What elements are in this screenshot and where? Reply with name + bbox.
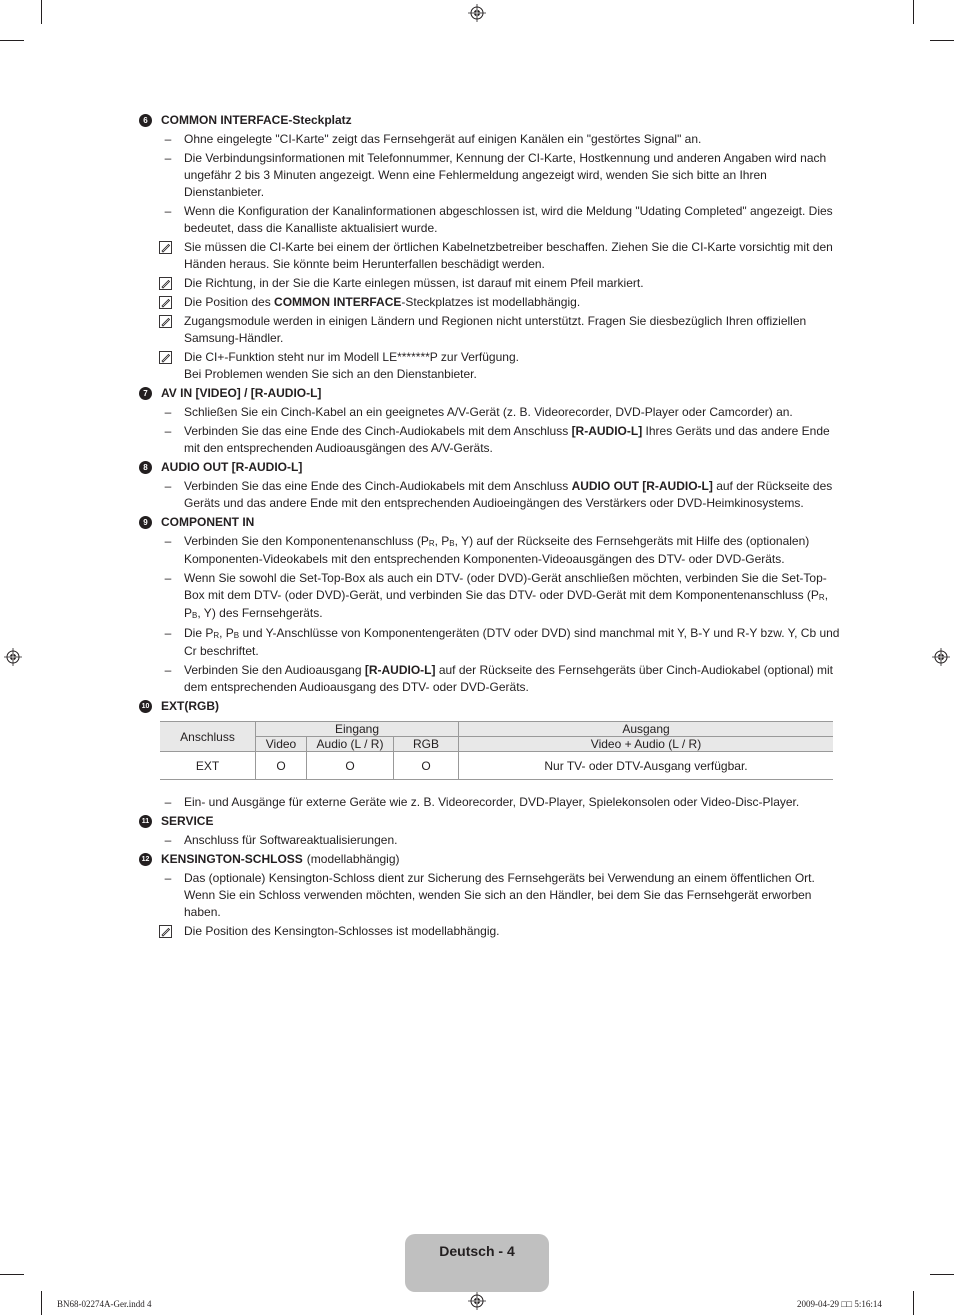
section-title: KENSINGTON-SCHLOSS <box>161 852 303 866</box>
section-number-badge: 12 <box>139 853 152 866</box>
crop-mark <box>930 1274 954 1275</box>
subscript: R <box>818 593 825 602</box>
ext-connection-table <box>160 721 833 780</box>
list-item <box>138 870 842 921</box>
list-item <box>138 203 842 237</box>
table-header-cell: RGB <box>394 737 459 752</box>
dash-bullet: – <box>164 833 172 847</box>
table-header-cell: Anschluss <box>160 722 256 752</box>
crop-mark <box>0 1274 24 1275</box>
page-label: Deutsch - 4 <box>439 1243 515 1259</box>
item-text: Sie müssen die CI-Karte bei einem der örtlichen Kabelnetzbetreiber beschaffen. Ziehen Sie die CI-Karte vorsichtig mit den Händen heraus. Sie könnte beim Herunterfallen beschädigt werden. <box>184 240 833 271</box>
item-text: Die Verbindungsinformationen mit Telefonnummer, Kennung der CI-Karte, Hostkennung und anderen Angaben wird nach ungefähr 2 bis 3 Minuten angezeigt. Wenn eine Fehlermeldung angezeigt wird, wenden Sie sich bitte an Ihren Dienstanbieter. <box>184 151 827 199</box>
table-header-cell: Ausgang <box>459 722 834 737</box>
list-item <box>138 150 842 201</box>
item-text: Das (optionale) Kensington-Schloss dient zur Sicherung des Fernsehgeräts bei Verwendung an einem öffentlichen Ort. Wenn Sie ein Schloss verwenden möchten, wenden Sie sich an den Händler, bei dem Sie das Fernsehgerät erworben haben. <box>184 871 815 919</box>
list-item <box>138 533 842 568</box>
page-number-tab <box>405 1234 549 1292</box>
table-header-cell: Video <box>256 737 307 752</box>
item-text-post: auf der Rückseite des Fernsehgeräts über Cinch-Audiokabel (optional) mit dem entsprechenden Audioausgang des DTV- oder DVD-Geräts. <box>184 663 834 694</box>
subscript: B <box>233 631 240 640</box>
note-icon <box>159 315 172 328</box>
item-text-pre: Verbinden Sie das eine Ende des Cinch-Audiokabels mit dem Anschluss <box>184 424 572 438</box>
item-text-post: und Y-Anschlüsse von Komponentengeräten (DTV oder DVD) sind manchmal mit Y, B-Y und R-Y bzw. Y, Cb und Cr beschriftet. <box>184 626 840 658</box>
subscript: B <box>192 611 198 620</box>
section-heading <box>138 112 842 129</box>
item-text: Die Richtung, in der Sie die Karte einlegen müssen, ist darauf mit einem Pfeil markiert. <box>184 276 644 290</box>
item-text-bold: AUDIO OUT [R-AUDIO-L] <box>571 479 713 493</box>
list-item <box>138 478 842 512</box>
crop-mark <box>0 40 24 41</box>
section-title: SERVICE <box>161 814 214 828</box>
dash-bullet: – <box>164 479 172 493</box>
dash-bullet: – <box>164 132 172 146</box>
note-icon <box>159 925 172 938</box>
item-text-pre: Wenn Sie sowohl die Set-Top-Box als auch ein DTV- (oder DVD)-Gerät anschließen möchten, verbinden Sie die Set-Top-Box mit dem DTV- (oder DVD)-Gerät, und verbinden Sie das DTV- oder DVD-Gerät mit dem Komponentenanschluss (P <box>184 571 827 602</box>
note-item <box>138 923 842 940</box>
list-item <box>138 794 842 811</box>
dash-bullet: – <box>164 571 172 585</box>
item-text: Die CI+-Funktion steht nur im Modell LE*******P zur Verfügung. <box>184 350 519 364</box>
item-text-bold: [R-AUDIO-L] <box>364 663 436 677</box>
table-cell: O <box>394 752 459 780</box>
note-item <box>138 239 842 273</box>
section-number-badge: 11 <box>139 815 152 828</box>
table-header-cell: Audio (L / R) <box>307 737 394 752</box>
section-heading <box>138 698 842 715</box>
section-number-badge: 7 <box>139 387 152 400</box>
crop-mark <box>41 0 42 24</box>
item-text-pre: Die P <box>184 626 214 640</box>
section-title: AUDIO OUT [R-AUDIO-L] <box>161 460 303 474</box>
dash-bullet: – <box>164 626 172 640</box>
item-text-post: , Y) des Fernsehgeräts. <box>197 606 323 620</box>
dash-bullet: – <box>164 405 172 419</box>
section-number-badge: 8 <box>139 461 152 474</box>
table-cell: Nur TV- oder DTV-Ausgang verfügbar. <box>459 752 834 780</box>
table-cell: O <box>307 752 394 780</box>
item-text-post: -Steckplatzes ist modellabhängig. <box>401 295 581 309</box>
table-header-cell: Video + Audio (L / R) <box>459 737 834 752</box>
section-title-note: (modellabhängig) <box>306 852 400 866</box>
item-text-pre: Die Position des <box>184 295 275 309</box>
crop-mark <box>913 0 914 24</box>
section-heading <box>138 459 842 476</box>
print-slug-date: 2009-04-29 □□ 5:16:14 <box>797 1299 882 1309</box>
list-item <box>138 662 842 696</box>
dash-bullet: – <box>164 534 172 548</box>
dash-bullet: – <box>164 795 172 809</box>
section-heading <box>138 813 842 830</box>
item-text-bold: [R-AUDIO-L] <box>571 424 643 438</box>
list-item <box>138 404 842 421</box>
section-title: EXT(RGB) <box>161 699 219 713</box>
section-common-interface <box>138 112 842 383</box>
section-title: COMMON INTERFACE-Steckplatz <box>161 113 352 127</box>
table-cell: O <box>256 752 307 780</box>
item-text-post: auf der Rückseite des Geräts und das andere Ende mit den entsprechenden Audioeingängen des Verstärkers oder DVD-Heimkinosystems. <box>184 479 833 510</box>
subscript: R <box>213 631 220 640</box>
table-header-cell: Eingang <box>256 722 459 737</box>
section-title: AV IN [VIDEO] / [R-AUDIO-L] <box>161 386 322 400</box>
section-title: COMPONENT IN <box>161 515 255 529</box>
dash-bullet: – <box>164 204 172 218</box>
section-number-badge: 9 <box>139 516 152 529</box>
item-text-bold: COMMON INTERFACE <box>274 295 402 309</box>
item-text-pre: Verbinden Sie den Komponentenanschluss (P <box>184 534 429 548</box>
subscript: R <box>428 539 435 548</box>
note-icon <box>159 351 172 364</box>
page-content <box>138 110 842 942</box>
item-text-mid: , P <box>434 534 450 548</box>
item-text-pre: Verbinden Sie das eine Ende des Cinch-Audiokabels mit dem Anschluss <box>184 479 572 493</box>
item-text: Ohne eingelegte "CI-Karte" zeigt das Fernsehgerät auf einigen Kanälen ein "gestörtes Signal" an. <box>184 132 702 146</box>
section-ext-rgb <box>138 698 842 811</box>
list-item <box>138 570 842 623</box>
crop-mark <box>930 40 954 41</box>
item-text-pre: Verbinden Sie den Audioausgang <box>184 663 365 677</box>
note-item <box>138 275 842 292</box>
section-av-in <box>138 385 842 457</box>
section-service <box>138 813 842 849</box>
item-text: Wenn die Konfiguration der Kanalinformationen abgeschlossen ist, wird die Meldung "Udating Completed" angezeigt. Dies bedeutet, dass die Kanalliste aktualisiert wurde. <box>184 204 833 235</box>
note-item <box>138 313 842 347</box>
list-item <box>138 131 842 148</box>
subscript: B <box>449 539 455 548</box>
item-text-line2: Bei Problemen wenden Sie sich an den Dienstanbieter. <box>184 367 477 381</box>
item-text-post: , Y) auf der Rückseite des Fernsehgeräts mit Hilfe des (optionalen) Komponenten-Videokabels mit den entsprechenden Komponenten-Videoausgängen des DTV- oder DVD-Geräts. <box>184 534 810 566</box>
section-heading <box>138 514 842 531</box>
note-icon <box>159 296 172 309</box>
registration-mark-icon <box>4 648 22 666</box>
section-number-badge: 6 <box>139 114 152 127</box>
section-kensington <box>138 851 842 940</box>
note-icon <box>159 277 172 290</box>
crop-mark <box>913 1291 914 1315</box>
item-text: Zugangsmodule werden in einigen Ländern und Regionen nicht unterstützt. Fragen Sie diesbezüglich Ihren offiziellen Samsung-Händler. <box>184 314 807 345</box>
item-text: Ein- und Ausgänge für externe Geräte wie z. B. Videorecorder, DVD-Player, Spielekonsolen oder Video-Disc-Player. <box>184 795 800 809</box>
section-audio-out <box>138 459 842 512</box>
item-text-mid: , P <box>184 588 829 620</box>
dash-bullet: – <box>164 871 172 885</box>
section-component-in <box>138 514 842 696</box>
section-number-badge: 10 <box>139 700 152 713</box>
table-row <box>160 752 833 780</box>
registration-mark-icon <box>932 648 950 666</box>
item-text: Anschluss für Softwareaktualisierungen. <box>184 833 398 847</box>
table-header-row <box>160 722 833 737</box>
note-icon <box>159 241 172 254</box>
list-item <box>138 832 842 849</box>
section-heading <box>138 851 842 868</box>
item-text-post: Ihres Geräts und das andere Ende mit den entsprechenden Audioausgängen des A/V-Geräts. <box>184 424 830 455</box>
dash-bullet: – <box>164 151 172 165</box>
table-header-row <box>160 737 833 752</box>
table-cell: EXT <box>160 752 256 780</box>
item-text: Die Position des Kensington-Schlosses ist modellabhängig. <box>184 924 500 938</box>
dash-bullet: – <box>164 424 172 438</box>
item-text: Schließen Sie ein Cinch-Kabel an ein geeignetes A/V-Gerät (z. B. Videorecorder, DVD-Player oder Camcorder) an. <box>184 405 793 419</box>
registration-mark-icon <box>468 4 486 22</box>
dash-bullet: – <box>164 663 172 677</box>
list-item <box>138 423 842 457</box>
note-item <box>138 294 842 311</box>
note-item <box>138 349 842 383</box>
list-item <box>138 625 842 660</box>
print-slug-file: BN68-02274A-Ger.indd 4 <box>57 1299 152 1309</box>
item-text-mid: , P <box>219 626 234 640</box>
section-heading <box>138 385 842 402</box>
crop-mark <box>41 1291 42 1315</box>
registration-mark-icon <box>468 1292 486 1310</box>
